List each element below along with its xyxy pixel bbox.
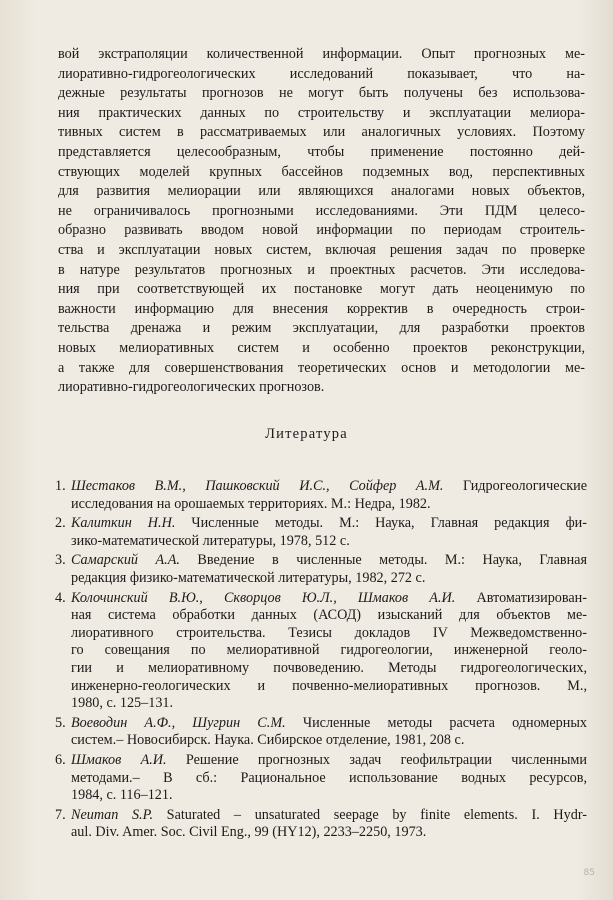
paragraph-line: вой экстраполяции количественной информации. Опыт прогнозных ме- (58, 46, 585, 62)
reference-item (55, 752, 587, 805)
reference-number: 5. (55, 714, 66, 731)
reference-authors: Самарский А.А. (71, 552, 180, 569)
paragraph-line: ства и эксплуатации новых систем, включая решения задач по проверке (58, 241, 585, 258)
reference-number: 4. (55, 589, 66, 606)
reference-line: методами.– В сб.: Рациональное использование водных ресурсов, (71, 769, 587, 786)
paragraph-line: лиоративно-гидрогеологических исследований показывает, что на- (58, 65, 585, 82)
paragraph-line: тельства дренажа и режим эксплуатации, для разработки проектов (58, 320, 585, 337)
reference-text: Saturated – unsaturated seepage by finite elements. I. Hydr- (153, 806, 588, 823)
reference-line: редакция физико-математической литературы, 1982, 272 с. (71, 569, 426, 586)
reference-line: исследования на орошаемых территориях. М.: Недра, 1982. (71, 495, 431, 512)
reference-line: 1984, с. 116–121. (71, 787, 173, 804)
pencil-mark: 85 (583, 868, 595, 878)
reference-authors: Шестаков В.М., Пашковский И.С., Сойфер А.М. (71, 478, 444, 494)
reference-text: Решение прогнозных задач геофильтрации численными (166, 751, 587, 768)
reference-text: Введение в численные методы. М.: Наука, Главная (179, 552, 587, 569)
paragraph-line: образно развивать вводом новой информации по периодам строитель- (58, 222, 585, 239)
reference-line: лиоративного строительства. Тезисы докладов IV Межведомственно- (71, 624, 587, 641)
paragraph-line: а также для совершенствования теоретических основ и методологии ме- (58, 359, 585, 376)
paragraph-line: ния при соответствующей их постановке могут дать неоценимую по (58, 281, 585, 298)
paragraph-line: лиоративно-гидрогеологических прогнозов. (58, 379, 325, 396)
reference-item (55, 590, 587, 713)
paragraph-line: в натуре результатов прогнозных и проектных расчетов. Эти исследова- (58, 261, 585, 278)
reference-text: Численные методы. М.: Наука, Главная редакция фи- (175, 515, 587, 532)
reference-line: го совещания по мелиоративной гидрогеологии, инженерной геоло- (71, 642, 587, 659)
reference-authors: Калиткин Н.Н. (71, 515, 176, 532)
reference-line: инженерно-геологических и почвенно-мелиоративных прогнозов. М., (71, 677, 587, 694)
reference-line: гии и мелиоративному почвоведению. Методы гидрогеологических, (71, 659, 587, 676)
reference-number: 7. (55, 806, 66, 823)
reference-line: aul. Div. Amer. Soc. Civil Eng., 99 (HY12), 2233–2250, 1973. (71, 824, 427, 841)
reference-number: 3. (55, 552, 66, 569)
reference-list (55, 478, 587, 844)
reference-number: 1. (55, 478, 66, 494)
literature-heading: Литература (265, 426, 348, 442)
paragraph-line: ния практических данных по строительству и эксплуатации мелиора- (58, 104, 585, 121)
reference-authors: Neuman S.P. (71, 806, 153, 823)
reference-number: 6. (55, 751, 66, 768)
reference-item (55, 807, 587, 842)
body-paragraph (58, 45, 585, 398)
reference-text: Численные методы расчета одномерных (285, 714, 587, 731)
reference-text: Автоматизирован- (455, 589, 588, 606)
reference-line: зико-математической литературы, 1978, 512 с. (71, 532, 350, 549)
reference-item (55, 715, 587, 750)
reference-item (55, 478, 587, 513)
paragraph-line: тивных систем в рассматриваемых или аналогичных условиях. Поэтому (58, 124, 585, 141)
reference-line: 1980, с. 125–131. (71, 695, 174, 712)
reference-number: 2. (55, 515, 66, 532)
paragraph-line: представляется целесообразным, чтобы применение постоянно дей- (58, 143, 585, 160)
paragraph-line: важности информацию для внесения корректив в очередность строи- (58, 300, 585, 317)
paragraph-line: не ограничивалось прогнозными исследованиями. Эти ПДМ целесо- (58, 202, 585, 219)
reference-line: ная система обработки данных (АСОД) изысканий для объектов ме- (71, 607, 587, 624)
paragraph-line: ствующих моделей крупных бассейнов подземных вод, перспективных (58, 163, 585, 180)
paragraph-line: дежные результаты прогнозов не могут быть получены без использова- (58, 85, 585, 102)
reference-line: систем.– Новосибирск. Наука. Сибирское отделение, 1981, 208 с. (71, 732, 465, 749)
reference-authors: Шмаков А.И. (71, 751, 167, 768)
reference-authors: Колочинский В.Ю., Скворцов Ю.Л., Шмаков А.И. (71, 589, 456, 606)
reference-item (55, 515, 587, 550)
paragraph-line: новых мелиоративных систем и особенно проектов реконструкции, (58, 339, 585, 356)
reference-text: Гидрогеологические (443, 478, 587, 494)
paragraph-line: для развития мелиорации или являющихся аналогами новых объектов, (58, 183, 585, 200)
reference-authors: Воеводин А.Ф., Шугрин С.М. (71, 714, 286, 731)
reference-item (55, 552, 587, 587)
